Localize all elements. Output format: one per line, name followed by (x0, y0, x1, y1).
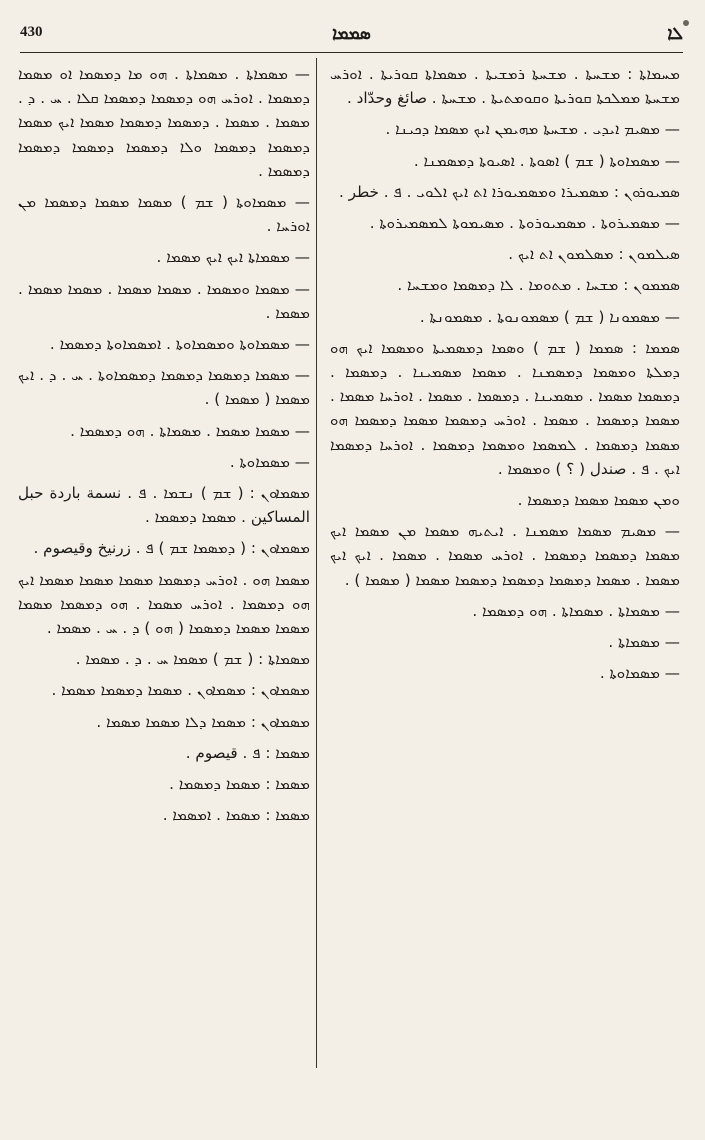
dictionary-entry: ܣܡܝܘܪܘܢ : ܡܣܡܝܪܐ ܘܡܣܡܝܘܪܐ ܐܬ ܐܝܟ ܐܠܘܝ . ܦ . خطر . (339, 182, 680, 201)
dictionary-entry: ܡܣܡܐܘܢ : ( ܕܡܣܡܐ ܫܡ ) ܦ . زرنيخ وقيصوم . (33, 539, 310, 558)
dictionary-entry: ܘܡܢ ܡܣܡܐ ܡܣܡܐ ܕܡܣܡܐ . (517, 491, 680, 510)
dictionary-subentry: — ܡܣܡܐܬܐ ܐܝܟ ܐܝܟ ܡܣܡܐ . (156, 248, 310, 267)
dictionary-subentry: — ܡܣܝܡ ܡܣܡܐ ܡܣܡܢܐ . ܐܝܬܝܗ ܡܣܡܐ ܡܢ ܡܣܡܐ ܐܝܟ ܡܣܡܐ ܕܡܣܡܐ ܕܡܣܡܐ . ܐܘܪܚ ܡܣܡܐ . ܡܣܡܐ . ܐܝܟ ܐܝܟ ܡܣܡܐ . ܡܣܡܐ ܕܡܣܡܐ ܕܡܣܡܐ ܕܡܣܡܐ ܡܣܡܐ ( ܡܣܡܐ ) . (330, 522, 680, 589)
dictionary-subentry: — ܡܣܡܘܢܐ ( ܫܡ ) ܡܣܡܘܢܘܬܐ . ܡܣܡܘܢܬܐ . (419, 307, 680, 326)
header-rule (20, 52, 683, 53)
dictionary-subentry: — ܡܣܡܐܘܬܐ ܘܡܣܡܐܘܬܐ . ܐܡܣܡܐܘܬܐ ܕܡܣܡܐ . (49, 335, 310, 354)
dictionary-entry: ܡܚܡܐܬܐ : ܡܫܚܬܐ . ܡܫܚܬܐ ܪܡܫܝܬܐ . ܡܣܡܐܬܐ ܩܘܪܝܬܐ . ܐܘܪܚ ܡܫܚܬܐ ܡܡܠܟܬܐ ܩܘܪܝܬܐ ܘܩܘܡܬܝܬܐ . ܡܫܚܬܐ . صائغ وحدّاد . (330, 65, 680, 108)
dictionary-entry: ܣܡܡܘܢ : ܡܫܚܐ . ܡܬܘܡܐ . ܠܐ ܕܡܣܡܐ ܘܡܫܚܐ . (397, 276, 680, 295)
dictionary-entry: ܡܣܡܐ : ܦ . قيصوم . (185, 743, 310, 762)
dictionary-entry: ܡܣܡܐ : ܡܣܡܐ . ܐܡܣܡܐ . (162, 806, 310, 825)
dictionary-subentry: — ܡܣܡܐܘܬܐ ( ܫܡ ) ܡܣܡܐ ܡܣܡܐ ܕܡܣܡܐ ܡܢ ܐܘܪܚܐ . (18, 193, 310, 236)
dictionary-subentry: — ܡܣܡܐ ܘܡܣܡܐ . ܡܣܡܐ ܡܣܡܐ . ܡܣܡܐ ܡܣܡܐ . ܡܣܡܐ . (18, 279, 310, 322)
column-divider (316, 58, 317, 1068)
page-number: 430 (20, 24, 43, 40)
running-title: ܣܡܡܐ (332, 24, 371, 43)
dictionary-entry: ܡܣܡܐܘܢ : ܡܣܡܐ ܕܠܐ ܡܣܡܐ ܡܣܡܐ . (96, 712, 310, 731)
dictionary-subentry: — ܡܣܡܝܪܘܬܐ . ܡܣܡܝܘܪܘܬܐ . ܡܣܝܡܘܬܐ ܠܡܣܡܝܪܘܬܐ . (369, 214, 680, 233)
dictionary-entry: ܡܣܡܐ ܗܘ . ܐܘܪܚ ܕܡܣܡܐ ܡܣܡܐ ܡܣܡܐ ܡܣܡܐ ܐܝܟ ܗܘ ܕܡܣܡܐ . ܐܘܪܚ ܡܣܡܐ . ܗܘ ܕܡܣܡܐ ܡܣܡܐ ܡܣܡܐ ܡܣܡܐ ܕܡܣܡܐ ( ܗܘ ) ܕ . ܚ . ܡܣܡܐ . (18, 570, 310, 638)
dictionary-subentry: — ܡܣܝܡ ܐܝܕܝ . ܡܫܚܬܐ ܡܗܝܡܢ ܐܝܟ ܡܣܡܐ ܕܟܝܢܐ . (385, 120, 680, 139)
dictionary-subentry: — ܡܣܡܐܬܐ . (608, 633, 680, 652)
page-header (20, 24, 683, 46)
right-column (330, 62, 680, 692)
dictionary-entry: ܣܝܠܡܘܢ : ܡܣܠܡܘܢ ܐܬ ܐܝܟ . (508, 245, 680, 264)
dictionary-entry: ܣܡܡܐ : ܣܡܡܐ ( ܫܡ ) ܘܣܡܐ ܕܡܣܡܝܬܐ ܘܡܣܡܐ ܐܝܟ ܗܘ ܕܡܠܬܐ ܘܡܣܡܐ ܕܡܣܡܢܐ . ܡܣܡܐ ܡܣܡܝܢܐ . ܕܡܣܡܐ . ܕܡܣܡܐ ܡܣܡܐ . ܡܣܡܝܢܐ . ܕܡܣܡܐ . ܡܣܡܐ . ܐܘܪܚܐ ܡܣܡܐ . ܡܣܡܐ ܕܡܣܡܐ . ܡܣܡܐ . ܐܘܪܚ ܕܡܣܡܐ ܡܣܡܐ ܕܡܣܡܐ ܗܘ ܡܣܡܐ ܕܡܣܡܐ . ܠܡܣܡܐ ܘܡܣܡܐ ܕܡܣܡܐ . ܐܘܪܚܐ ܕܡܣܡܐ ܐܝܟ . ܦ . صندل ( ؟ ) ܘܡܣܡܐ . (330, 338, 680, 478)
dictionary-subentry: — ܡܣܡܐ ܕܡܣܡܐ ܕܡܣܡܐ ܕܡܣܡܐܘܬܐ . ܚ . ܕ . ܐܝܟ ܡܣܡܐ ( ܡܣܡܐ ) . (18, 366, 310, 409)
left-column (18, 62, 310, 834)
dictionary-entry: ܡܣܡܐܘܢ : ܡܣܡܐܘܢ . ܡܣܡܐ ܕܡܣܡܐ ܡܣܡܐ . (51, 681, 310, 700)
dictionary-subentry: — ܡܣܡܐܬܐ . ܡܣܡܐܬܐ . ܗܘ ܕܡܣܡܐ . (472, 601, 680, 620)
dictionary-entry: ܡܣܡܐܘܢ : ( ܫܡ ) ܢܫܡܐ . ܦ . نسمة باردة حبل المساكين . ܡܣܡܐ ܕܡܣܡܐ . (18, 484, 310, 527)
dictionary-entry: ܡܣܡܐܬܐ : ( ܫܡ ) ܡܣܡܐ ܚ . ܕ . ܡܣܡܐ . (75, 650, 310, 669)
dictionary-subentry: — ܡܣܡܐܬܐ . ܡܣܡܐܬܐ . ܗܘ ܡܐ ܕܡܣܡܐ ܐܘ ܡܣܡܐ ܕܡܣܡܐ . ܐܘܪܚ ܗܘ ܕܡܣܡܐ ܕܡܣܡܐ ܩܠܐ . ܚ . ܕ . ܡܣܡܐ . ܡܣܡܐ . ܕܡܣܡܐ ܕܡܣܡܐ ܡܣܡܐ ܐܝܟ ܡܣܡܐ ܕܡܣܡܐ ܕܡܣܡܐ ܘܠܐ ܕܡܣܡܐ ܕܡܣܡܐ ܕܡܣܡܐ ܕܡܣܡܐ . (18, 65, 310, 180)
dictionary-entry: ܡܣܡܐ : ܡܣܡܐ ܕܡܣܡܐ . (169, 775, 310, 794)
running-marker: ܠܐ (667, 24, 683, 43)
dictionary-subentry: — ܡܣܡܐܘܬܐ . (229, 452, 310, 471)
dictionary-subentry: — ܡܣܡܐܘܬܐ . (599, 664, 680, 683)
dictionary-subentry: — ܡܣܡܐ ܡܣܡܐ . ܡܣܡܐܬܐ . ܗܘ ܕܡܣܡܐ . (70, 421, 310, 440)
margin-mark (683, 20, 689, 26)
dictionary-subentry: — ܡܣܡܐܘܬܐ ( ܫܡ ) ܐܣܘܬܐ . ܐܣܝܘܬܐ ܕܡܣܡܢܐ . (413, 151, 680, 170)
